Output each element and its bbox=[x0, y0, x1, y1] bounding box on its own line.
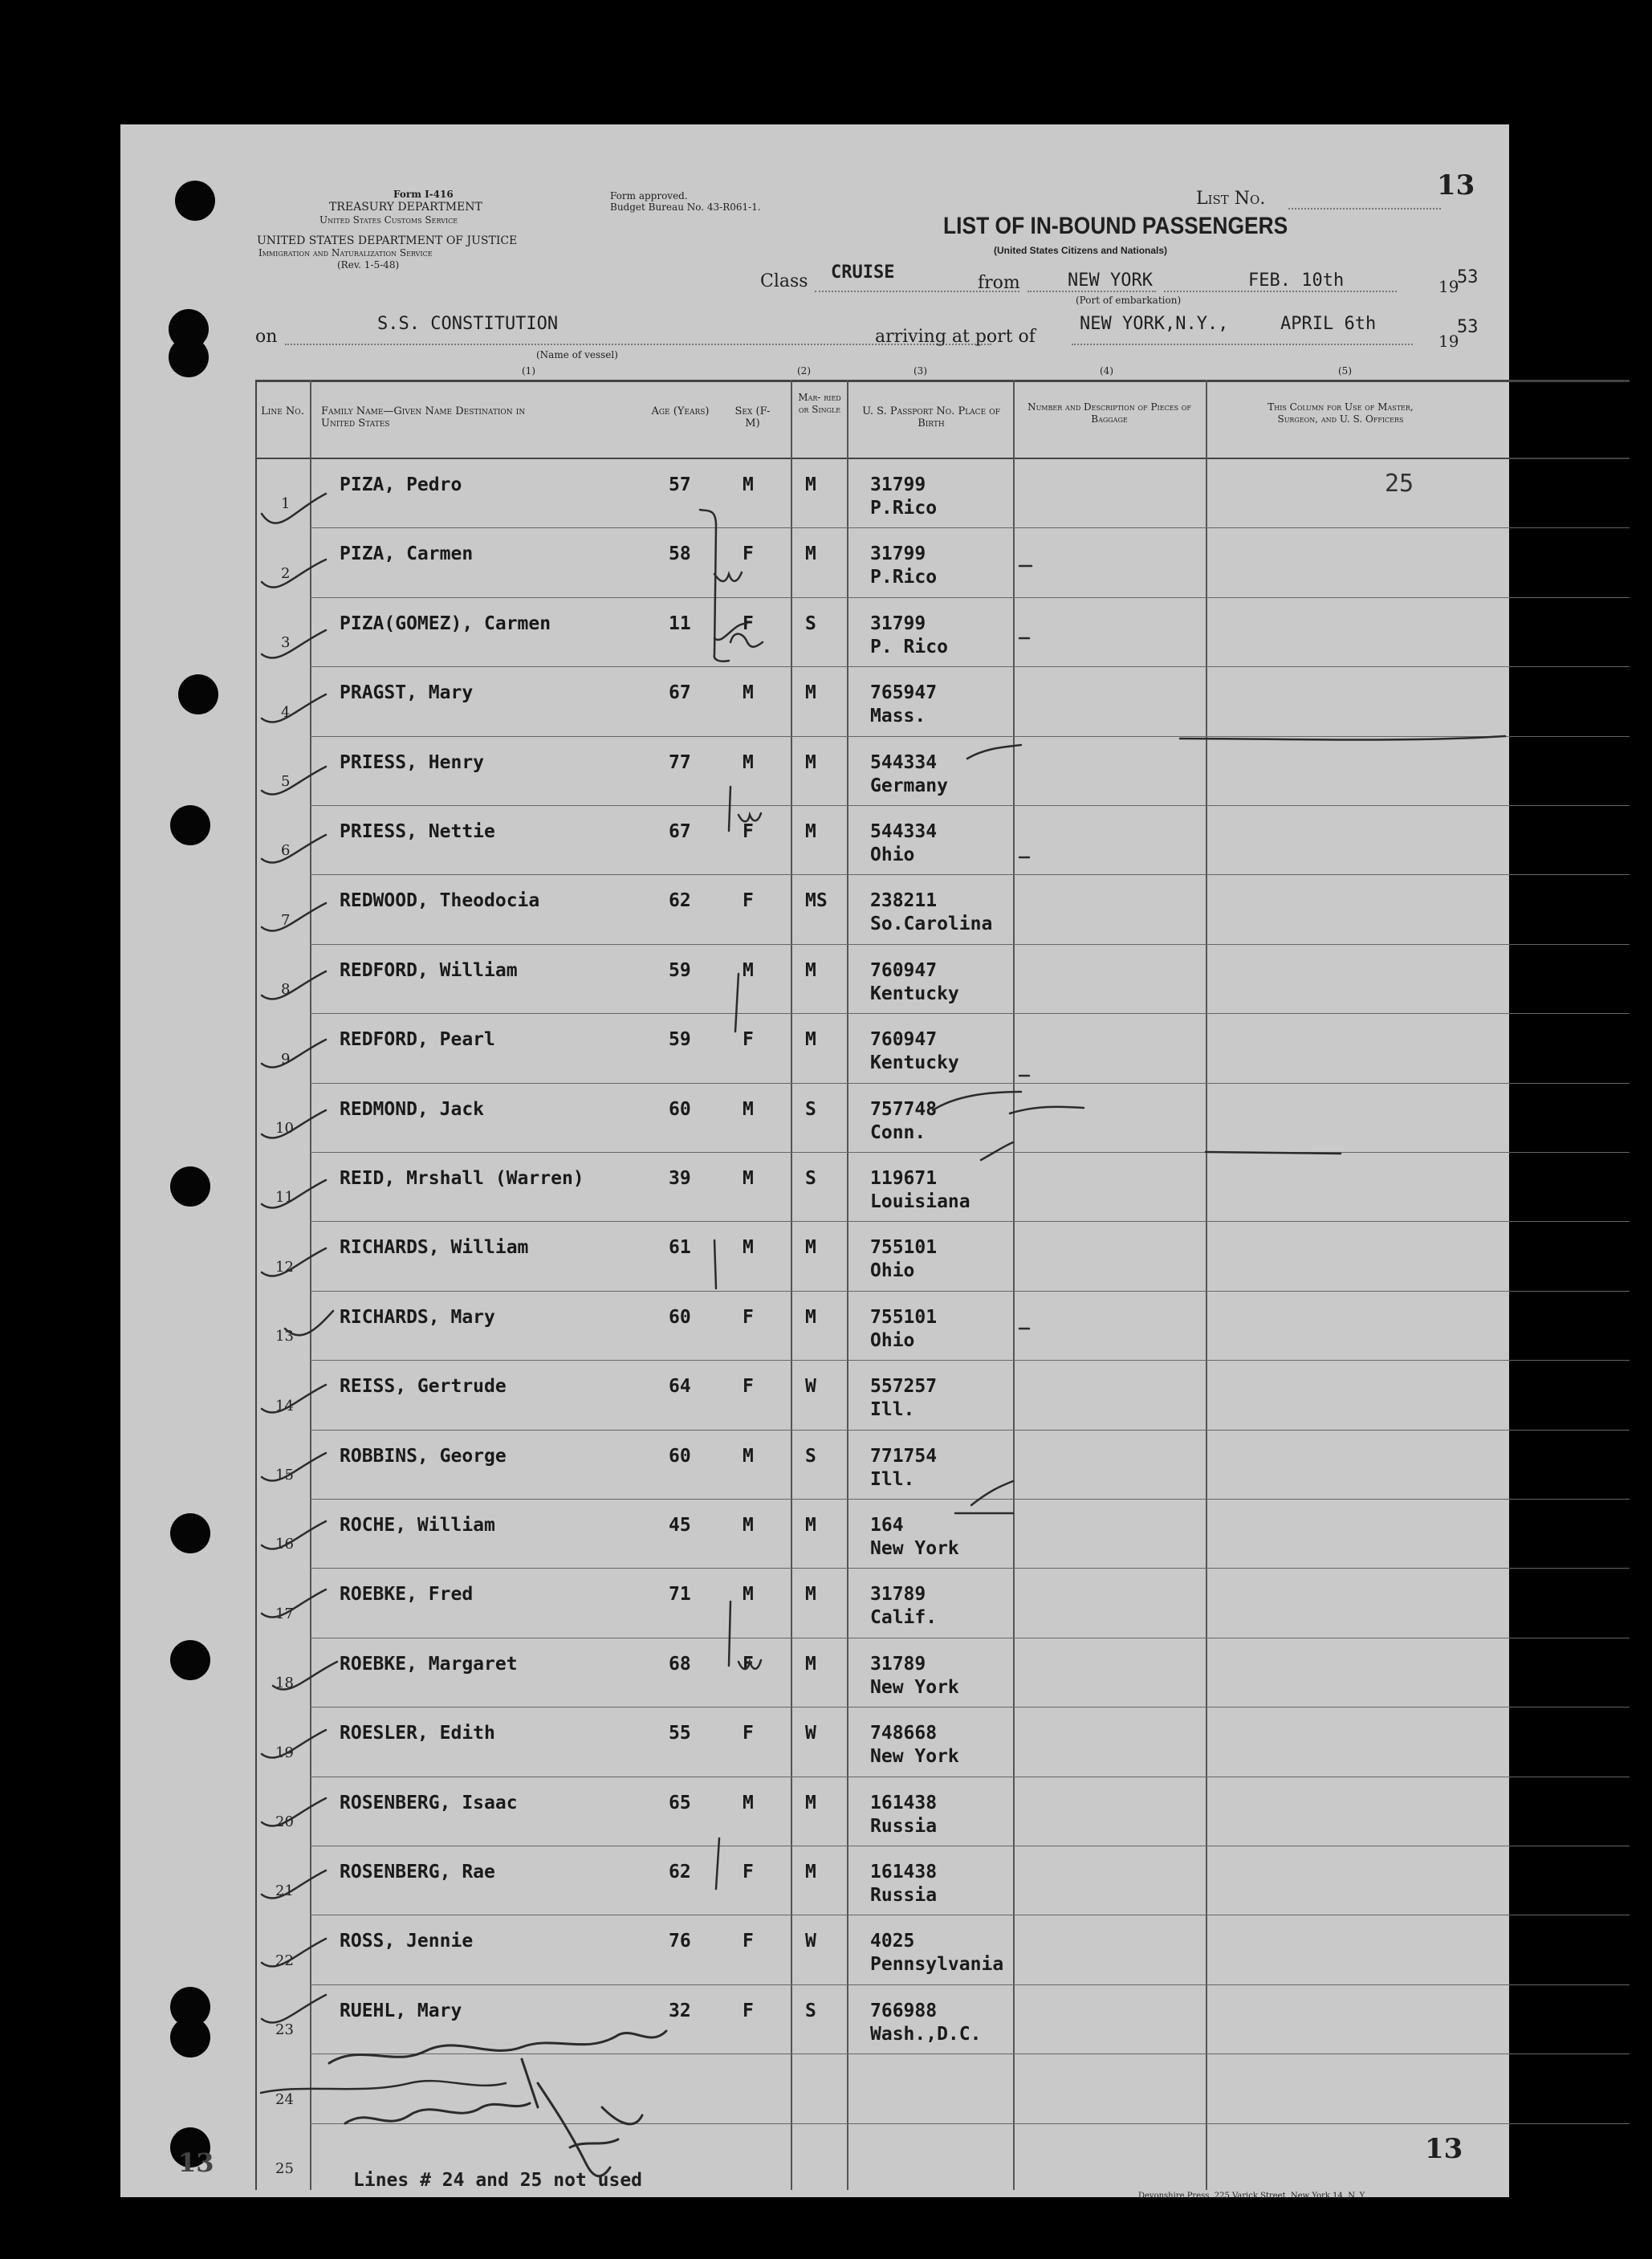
passenger-age: 11 bbox=[669, 613, 691, 634]
passenger-sex: M bbox=[743, 1584, 754, 1606]
marital-status: M bbox=[805, 682, 816, 704]
row-divider bbox=[310, 597, 1630, 598]
place-of-birth: Kentucky bbox=[870, 983, 959, 1004]
passport-number: 765947 bbox=[870, 682, 938, 704]
marital-status: M bbox=[805, 959, 816, 981]
row-divider bbox=[310, 1360, 1630, 1361]
table-row bbox=[120, 1569, 1509, 1638]
vessel-name: S.S. CONSTITUTION bbox=[377, 314, 559, 334]
place-of-birth: Ohio bbox=[870, 1260, 915, 1282]
passenger-name: RICHARDS, William bbox=[340, 1237, 529, 1259]
marital-status: M bbox=[805, 1792, 816, 1813]
class-value: CRUISE bbox=[831, 263, 895, 283]
passenger-age: 60 bbox=[669, 1098, 691, 1120]
place-of-birth: P.Rico bbox=[870, 498, 938, 519]
passenger-sex: M bbox=[743, 474, 754, 495]
row-divider bbox=[310, 527, 1630, 528]
passenger-name: PRIESS, Nettie bbox=[340, 821, 495, 842]
line-number: 6 bbox=[281, 842, 291, 860]
row-divider bbox=[310, 666, 1630, 667]
form-approved: Form approved. bbox=[610, 190, 688, 201]
marital-status: M bbox=[805, 1515, 816, 1536]
place-of-birth: New York bbox=[870, 1676, 959, 1698]
class-label: Class bbox=[760, 271, 808, 291]
passenger-name: ROSS, Jennie bbox=[340, 1931, 474, 1952]
line-number: 19 bbox=[275, 1744, 294, 1761]
passenger-sex: M bbox=[743, 682, 754, 704]
printer-imprint: Devonshire Press, 225 Varick Street, New York 14, N. Y. bbox=[1138, 2192, 1367, 2200]
row-divider bbox=[310, 736, 1630, 737]
place-of-birth: Russia bbox=[870, 1815, 938, 1837]
row-divider bbox=[310, 1568, 1630, 1569]
place-of-birth: P.Rico bbox=[870, 567, 938, 588]
line-number: 14 bbox=[275, 1397, 294, 1414]
passenger-sex: M bbox=[743, 1168, 754, 1189]
list-no-label: List No. bbox=[1196, 189, 1266, 209]
table-row bbox=[120, 1847, 1509, 1916]
place-of-birth: Wash.,D.C. bbox=[870, 2023, 982, 2045]
table-row bbox=[120, 1986, 1509, 2055]
table-row bbox=[120, 1085, 1509, 1154]
vessel-note: (Name of vessel) bbox=[536, 349, 618, 360]
table-row bbox=[120, 1292, 1509, 1362]
table-row bbox=[120, 529, 1509, 598]
passenger-age: 68 bbox=[669, 1653, 691, 1675]
ins-service: Immigration and Naturalization Service bbox=[258, 247, 433, 258]
col-header-sex: Sex (F-M) bbox=[734, 405, 771, 429]
passenger-name: ROEBKE, Margaret bbox=[340, 1653, 518, 1675]
passport-number: 161438 bbox=[870, 1862, 938, 1882]
place-of-birth: Germany bbox=[870, 775, 948, 796]
on-label: on bbox=[255, 327, 278, 347]
line-number: 16 bbox=[275, 1536, 294, 1553]
passport-number: 544334 bbox=[870, 821, 938, 842]
passport-number: 766988 bbox=[870, 2000, 938, 2021]
col-header-baggage: Number and Description of Pieces of Baggage bbox=[1027, 401, 1191, 425]
passenger-age: 67 bbox=[669, 821, 691, 842]
passenger-sex: F bbox=[743, 2000, 754, 2021]
passenger-name: ROSENBERG, Isaac bbox=[340, 1792, 518, 1813]
passport-number: 771754 bbox=[870, 1445, 938, 1467]
passenger-age: 64 bbox=[669, 1376, 691, 1398]
line-number: 2 bbox=[281, 564, 291, 582]
passenger-sex: F bbox=[743, 1376, 754, 1398]
table-row bbox=[120, 1916, 1509, 1985]
table-row bbox=[120, 1500, 1509, 1569]
table-row bbox=[120, 1223, 1509, 1292]
col-num-4: (4) bbox=[1100, 365, 1113, 376]
passenger-sex: F bbox=[743, 1306, 754, 1328]
line-number: 12 bbox=[275, 1258, 294, 1276]
passport-number: 238211 bbox=[870, 890, 938, 912]
passenger-sex: F bbox=[743, 1029, 754, 1051]
passport-number: 31799 bbox=[870, 613, 926, 634]
row-divider bbox=[310, 1984, 1630, 1985]
row-divider bbox=[310, 874, 1630, 875]
row-divider bbox=[310, 944, 1630, 945]
treasury-dept: TREASURY DEPARTMENT bbox=[329, 201, 482, 214]
passenger-sex: M bbox=[743, 751, 754, 773]
row-divider bbox=[310, 1152, 1630, 1153]
passenger-sex: F bbox=[743, 543, 754, 565]
col-num-3: (3) bbox=[913, 365, 927, 376]
passenger-age: 59 bbox=[669, 959, 691, 981]
table-row bbox=[120, 807, 1509, 876]
place-of-birth: P. Rico bbox=[870, 636, 948, 657]
form-revision: (Rev. 1-5-48) bbox=[337, 259, 400, 271]
arrival-port: NEW YORK,N.Y., bbox=[1080, 314, 1229, 334]
row-divider bbox=[310, 2123, 1630, 2124]
place-of-birth: So.Carolina bbox=[870, 914, 993, 935]
line-number: 15 bbox=[275, 1466, 294, 1484]
marital-status: M bbox=[805, 543, 816, 565]
passenger-age: 32 bbox=[669, 2000, 691, 2021]
line-number: 3 bbox=[281, 634, 291, 652]
passport-number: 748668 bbox=[870, 1723, 938, 1744]
arrival-year: 53 bbox=[1457, 317, 1479, 337]
arrival-year-prefix: 19 bbox=[1438, 332, 1459, 351]
marital-status: M bbox=[805, 1584, 816, 1606]
line-number: 24 bbox=[275, 2090, 294, 2108]
table-row bbox=[120, 1639, 1509, 1708]
passenger-name: PIZA(GOMEZ), Carmen bbox=[340, 613, 551, 634]
table-row bbox=[120, 1431, 1509, 1500]
officer-count: 25 bbox=[1385, 470, 1414, 498]
place-of-birth: New York bbox=[870, 1746, 959, 1768]
line-number: 18 bbox=[275, 1675, 294, 1692]
marital-status: W bbox=[805, 1376, 816, 1398]
col-header-name: Family Name—Given Name Destination in United States bbox=[321, 405, 526, 429]
marital-status: M bbox=[805, 1237, 816, 1259]
marital-status: M bbox=[805, 1306, 816, 1328]
footer-note: Lines # 24 and 25 not used bbox=[353, 2170, 643, 2191]
row-divider bbox=[310, 805, 1630, 806]
passenger-sex: F bbox=[743, 890, 754, 912]
passenger-age: 67 bbox=[669, 682, 691, 704]
col-header-passport: U. S. Passport No. Place of Birth bbox=[862, 405, 1000, 429]
footer-list-no: 13 bbox=[1425, 2133, 1463, 2165]
marital-status: M bbox=[805, 821, 816, 842]
from-label: from bbox=[978, 273, 1020, 293]
line-number: 25 bbox=[275, 2159, 294, 2177]
table-row bbox=[120, 1362, 1509, 1431]
passenger-name: ROSENBERG, Rae bbox=[340, 1862, 495, 1882]
line-number: 21 bbox=[275, 1882, 294, 1900]
place-of-birth: Ohio bbox=[870, 1329, 915, 1351]
passport-number: 161438 bbox=[870, 1792, 938, 1813]
passenger-sex: F bbox=[743, 1862, 754, 1882]
row-divider bbox=[310, 1221, 1630, 1222]
passenger-age: 39 bbox=[669, 1168, 691, 1189]
col-header-officers: This Column for Use of Master, Surgeon, and U. S. Officers bbox=[1267, 401, 1414, 425]
place-of-birth: Russia bbox=[870, 1885, 938, 1906]
passenger-sex: M bbox=[743, 1237, 754, 1259]
table-row bbox=[120, 599, 1509, 668]
marital-status: M bbox=[805, 1653, 816, 1675]
passport-number: 755101 bbox=[870, 1237, 938, 1259]
manifest-title: LIST OF IN-BOUND PASSENGERS bbox=[943, 213, 1288, 239]
row-divider bbox=[310, 1499, 1630, 1500]
passenger-name: PIZA, Pedro bbox=[340, 474, 462, 495]
marital-status: MS bbox=[805, 890, 828, 912]
place-of-birth: New York bbox=[870, 1538, 959, 1559]
line-number: 20 bbox=[275, 1813, 294, 1830]
passenger-sex: M bbox=[743, 1098, 754, 1120]
col-header-married: Mar- ried or Single bbox=[798, 392, 841, 415]
line-number: 22 bbox=[275, 1952, 294, 1969]
table-row bbox=[120, 668, 1509, 737]
passenger-age: 65 bbox=[669, 1792, 691, 1813]
marital-status: M bbox=[805, 1029, 816, 1051]
marital-status: M bbox=[805, 1862, 816, 1882]
passport-number: 760947 bbox=[870, 959, 938, 981]
passenger-age: 61 bbox=[669, 1237, 691, 1259]
passenger-table bbox=[120, 124, 1509, 2197]
from-year: 53 bbox=[1457, 267, 1479, 287]
passenger-age: 55 bbox=[669, 1723, 691, 1744]
passenger-age: 62 bbox=[669, 1862, 691, 1882]
passport-number: 31789 bbox=[870, 1584, 926, 1606]
customs-service: United States Customs Service bbox=[319, 214, 458, 226]
passenger-age: 59 bbox=[669, 1029, 691, 1051]
passport-number: 4025 bbox=[870, 1931, 915, 1952]
justice-dept: UNITED STATES DEPARTMENT OF JUSTICE bbox=[257, 234, 518, 247]
arrival-date: APRIL 6th bbox=[1280, 314, 1377, 334]
passenger-name: PRIESS, Henry bbox=[340, 751, 485, 773]
table-row bbox=[120, 1154, 1509, 1223]
passport-number: 31789 bbox=[870, 1653, 926, 1675]
marital-status: M bbox=[805, 474, 816, 495]
passenger-age: 58 bbox=[669, 543, 691, 565]
place-of-birth: Calif. bbox=[870, 1607, 938, 1629]
passenger-name: PRAGST, Mary bbox=[340, 682, 474, 704]
place-of-birth: Louisiana bbox=[870, 1191, 970, 1212]
port-embark-note: (Port of embarkation) bbox=[1076, 295, 1182, 306]
passenger-age: 60 bbox=[669, 1306, 691, 1328]
passenger-sex: M bbox=[743, 1445, 754, 1467]
manifest-subtitle: (United States Citizens and Nationals) bbox=[994, 245, 1168, 256]
line-number: 5 bbox=[281, 772, 291, 790]
table-row bbox=[120, 1708, 1509, 1777]
passenger-age: 77 bbox=[669, 751, 691, 773]
marital-status: S bbox=[805, 613, 816, 634]
passenger-age: 57 bbox=[669, 474, 691, 495]
place-of-birth: Mass. bbox=[870, 706, 926, 727]
table-row bbox=[120, 876, 1509, 945]
line-number: 10 bbox=[275, 1119, 294, 1137]
col-num-1: (1) bbox=[522, 365, 535, 376]
passenger-sex: F bbox=[743, 1931, 754, 1952]
passenger-age: 76 bbox=[669, 1931, 691, 1952]
passport-number: 31799 bbox=[870, 543, 926, 565]
passenger-sex: F bbox=[743, 821, 754, 842]
passenger-name: REID, Mrshall (Warren) bbox=[340, 1168, 584, 1189]
passenger-name: REDFORD, William bbox=[340, 959, 518, 981]
passenger-name: ROESLER, Edith bbox=[340, 1723, 495, 1744]
passport-number: 119671 bbox=[870, 1168, 938, 1189]
passenger-sex: F bbox=[743, 613, 754, 634]
passenger-sex: F bbox=[743, 1723, 754, 1744]
passenger-name: REDFORD, Pearl bbox=[340, 1029, 495, 1051]
from-value: NEW YORK bbox=[1068, 271, 1153, 291]
row-divider bbox=[310, 1013, 1630, 1014]
passenger-sex: M bbox=[743, 1515, 754, 1536]
marital-status: S bbox=[805, 1098, 816, 1120]
marital-status: S bbox=[805, 1445, 816, 1467]
col-header-age: Age (Years) bbox=[651, 405, 710, 417]
place-of-birth: Ohio bbox=[870, 845, 915, 865]
passenger-age: 71 bbox=[669, 1584, 691, 1606]
from-date: FEB. 10th bbox=[1248, 271, 1345, 291]
passenger-name: REDWOOD, Theodocia bbox=[340, 890, 540, 912]
passenger-name: RUEHL, Mary bbox=[340, 2000, 462, 2021]
arriving-label: arriving at port of bbox=[875, 327, 1036, 347]
line-number: 9 bbox=[281, 1050, 291, 1068]
footer-left-no: 13 bbox=[178, 2147, 214, 2178]
passenger-name: PIZA, Carmen bbox=[340, 543, 474, 565]
passenger-sex: F bbox=[743, 1653, 754, 1675]
passport-number: 557257 bbox=[870, 1376, 938, 1398]
marital-status: S bbox=[805, 1168, 816, 1189]
table-row bbox=[120, 460, 1509, 529]
marital-status: W bbox=[805, 1931, 816, 1952]
table-row bbox=[120, 2125, 1509, 2194]
row-divider bbox=[310, 1430, 1630, 1431]
passport-number: 31799 bbox=[870, 474, 926, 495]
table-row bbox=[120, 738, 1509, 807]
line-number: 8 bbox=[281, 981, 291, 999]
passport-number: 164 bbox=[870, 1515, 904, 1536]
col-header-line: Line No. bbox=[261, 405, 304, 417]
col-num-5: (5) bbox=[1338, 365, 1352, 376]
passenger-sex: M bbox=[743, 1792, 754, 1813]
line-number: 1 bbox=[281, 495, 291, 513]
line-number: 7 bbox=[281, 911, 291, 929]
passport-number: 760947 bbox=[870, 1029, 938, 1051]
list-no-value: 13 bbox=[1437, 169, 1475, 201]
passenger-name: ROCHE, William bbox=[340, 1515, 495, 1536]
passenger-age: 45 bbox=[669, 1515, 691, 1536]
budget-bureau: Budget Bureau No. 43-R061-1. bbox=[610, 201, 761, 213]
table-row bbox=[120, 1778, 1509, 1847]
place-of-birth: Ill. bbox=[870, 1399, 915, 1421]
passenger-name: RICHARDS, Mary bbox=[340, 1306, 495, 1328]
row-divider bbox=[310, 1083, 1630, 1084]
col-num-2: (2) bbox=[797, 365, 811, 376]
manifest-page bbox=[120, 124, 1509, 2200]
passport-number: 544334 bbox=[870, 751, 938, 773]
passenger-name: REDMOND, Jack bbox=[340, 1098, 485, 1120]
passenger-age: 60 bbox=[669, 1445, 691, 1467]
place-of-birth: Conn. bbox=[870, 1121, 926, 1143]
row-divider bbox=[310, 1291, 1630, 1292]
line-number: 13 bbox=[275, 1328, 294, 1345]
marital-status: W bbox=[805, 1723, 816, 1744]
form-number: Form I-416 bbox=[393, 189, 454, 200]
passenger-name: REISS, Gertrude bbox=[340, 1376, 507, 1398]
marital-status: M bbox=[805, 751, 816, 773]
line-number: 23 bbox=[275, 2021, 294, 2039]
passenger-name: ROBBINS, George bbox=[340, 1445, 507, 1467]
line-number: 17 bbox=[275, 1605, 294, 1622]
passenger-sex: M bbox=[743, 959, 754, 981]
table-row bbox=[120, 946, 1509, 1015]
passport-number: 755101 bbox=[870, 1306, 938, 1328]
table-row bbox=[120, 1015, 1509, 1084]
passenger-name: ROEBKE, Fred bbox=[340, 1584, 474, 1606]
place-of-birth: Kentucky bbox=[870, 1052, 959, 1074]
line-number: 11 bbox=[275, 1189, 294, 1207]
passport-number: 757748 bbox=[870, 1098, 938, 1120]
place-of-birth: Ill. bbox=[870, 1468, 915, 1490]
from-year-prefix: 19 bbox=[1438, 277, 1459, 296]
place-of-birth: Pennsylvania bbox=[870, 1954, 1004, 1976]
line-number: 4 bbox=[281, 703, 291, 721]
passenger-age: 62 bbox=[669, 890, 691, 912]
table-row bbox=[120, 2055, 1509, 2124]
marital-status: S bbox=[805, 2000, 816, 2021]
